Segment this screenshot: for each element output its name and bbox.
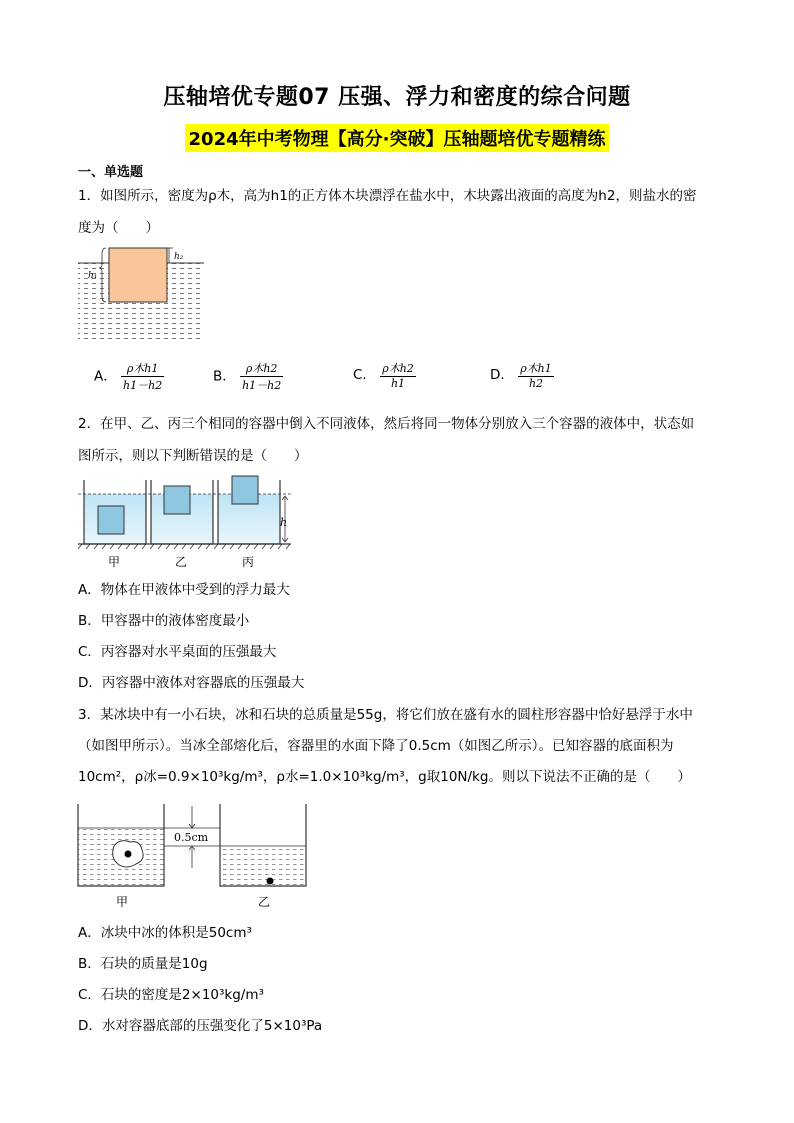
q3-option-b[interactable]: B．石块的质量是10g (78, 956, 208, 972)
q1-option-d-fraction: ρ木h1 h2 (520, 362, 552, 390)
q2-option-c[interactable]: C．丙容器对水平桌面的压强最大 (78, 644, 277, 660)
q2-line2: 图所示，则以下判断错误的是（ ） (78, 448, 308, 464)
q2-figure (76, 474, 302, 572)
q2-object-yi (164, 486, 190, 514)
q3-option-d[interactable]: D．水对容器底部的压强变化了5×10³Pa (78, 1018, 323, 1034)
page-title: 压轴培优专题07 压强、浮力和密度的综合问题 (163, 85, 631, 110)
q1-option-b-fraction: ρ木h2 h1－h2 (242, 362, 282, 392)
q3-label-jia: 甲 (116, 895, 129, 909)
q3-figure (76, 802, 312, 912)
q2-option-a[interactable]: A．物体在甲液体中受到的浮力最大 (78, 582, 290, 598)
q1-figure (76, 246, 206, 342)
q2-option-d[interactable]: D．丙容器中液体对容器底的压强最大 (78, 675, 305, 691)
q3-option-c[interactable]: C．石块的密度是2×10³kg/m³ (78, 987, 264, 1003)
q3-line3: 10cm²，ρ冰=0.9×10³kg/m³，ρ水=1.0×10³kg/m³，g取10N/kg。则以下说法不正确的是（ ） (78, 769, 691, 785)
page-subtitle: 2024年中考物理【高分·突破】压轴题培优专题精练 (185, 124, 610, 152)
q2-line1: 2．在甲、乙、丙三个相同的容器中倒入不同液体，然后将同一物体分别放入三个容器的液体中，状态如 (78, 416, 695, 432)
subtitle-wrap (0, 124, 794, 152)
q3-line2: （如图甲所示）。当冰全部熔化后，容器里的水面下降了0.5cm（如图乙所示）。已知容器的底面积为 (78, 738, 674, 754)
q3-label-yi: 乙 (258, 895, 271, 909)
wood-block (109, 248, 167, 302)
q2-stem (78, 408, 718, 472)
q1-option-a[interactable]: A． ρ木h1 h1－h2 (94, 362, 163, 392)
q3-option-a[interactable]: A．冰块中冰的体积是50cm³ (78, 925, 252, 941)
q1-label-h1: h₁ (88, 271, 98, 281)
q1-stem (78, 180, 718, 244)
q1-label-h2: h₂ (174, 252, 184, 262)
section-heading: 一、单选题 (78, 165, 144, 180)
q2-option-b[interactable]: B．甲容器中的液体密度最小 (78, 613, 250, 629)
q3-stem (78, 700, 718, 793)
q3-label-drop: 0.5cm (174, 831, 209, 844)
q1-option-c[interactable]: C． ρ木h2 h1 (353, 362, 414, 390)
q1-line1: 1．如图所示，密度为ρ木，高为h1的正方体木块漂浮在盐水中，木块露出液面的高度为h2，则盐水的密 (78, 188, 697, 204)
q2-options (78, 575, 718, 699)
q2-label-yi: 乙 (175, 555, 188, 569)
q3-options (78, 918, 718, 1042)
q1-option-a-fraction: ρ木h1 h1－h2 (123, 362, 163, 392)
q3-line1: 3．某冰块中有一小石块，冰和石块的总质量是55g，将它们放在盛有水的圆柱形容器中恰好悬浮于水中 (78, 707, 693, 723)
q1-option-b[interactable]: B． ρ木h2 h1－h2 (213, 362, 282, 392)
q2-label-bing: 丙 (242, 555, 255, 569)
q1-option-d[interactable]: D． ρ木h1 h2 (490, 362, 552, 390)
q2-object-jia (98, 506, 124, 534)
q1-line2: 度为（ ） (78, 220, 159, 236)
q2-label-h: h (280, 516, 288, 529)
q2-label-jia: 甲 (108, 555, 121, 569)
q1-option-c-fraction: ρ木h2 h1 (382, 362, 414, 390)
q2-object-bing (232, 476, 258, 504)
